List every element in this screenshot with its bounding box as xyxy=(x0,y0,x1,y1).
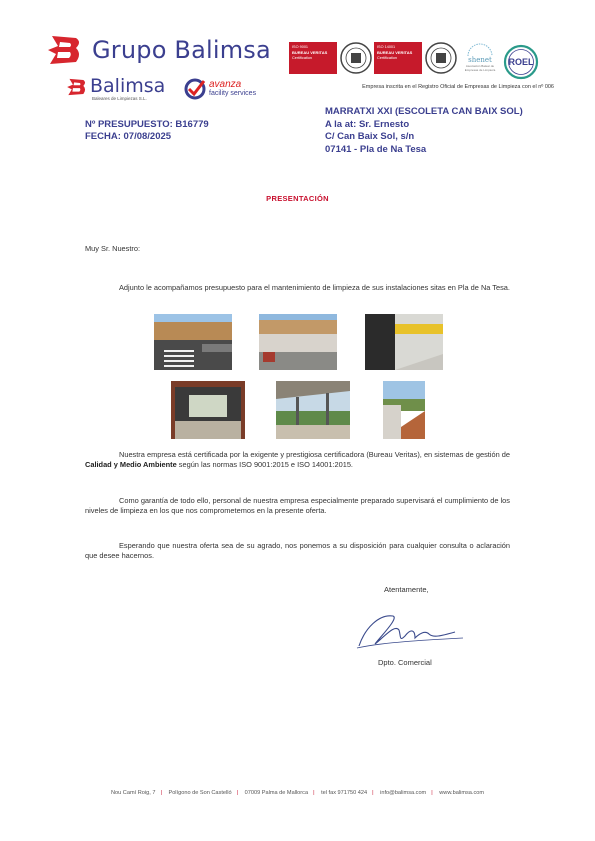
shenet-logo xyxy=(464,42,496,82)
budget-number: Nº PRESUPUESTO: B16779 xyxy=(85,119,209,130)
company-logo xyxy=(66,76,165,101)
partner-tagline: facility services xyxy=(209,90,257,97)
shenet-name: shenet xyxy=(468,56,492,64)
balimsa-b-small-icon xyxy=(66,76,88,98)
footer-email[interactable]: info@balimsa.com xyxy=(380,790,427,796)
budget-info xyxy=(85,119,209,143)
iso-9001-badge xyxy=(289,42,373,75)
roel-name: ROEL xyxy=(508,57,534,67)
footer-address: Nou Camí Roig, 7 xyxy=(110,790,156,796)
shenet-arc-icon xyxy=(464,42,496,56)
footer-area: Polígono de Son Castelló xyxy=(168,790,232,796)
paragraph-closing: Esperando que nuestra oferta sea de su agrado, nos ponemos a su disposición para cualquier consulta o aclaración que desee hacernos. xyxy=(85,541,510,560)
greeting: Muy Sr. Nuestro: xyxy=(85,244,141,253)
budget-date: FECHA: 07/08/2025 xyxy=(85,131,172,142)
client-name: MARRATXI XXI (ESCOLETA CAN BAIX SOL) xyxy=(325,106,523,117)
paragraph-certification xyxy=(85,450,510,470)
group-logo xyxy=(46,32,271,68)
client-street: C/ Can Baix Sol, s/n xyxy=(325,131,415,142)
cert1-body: BUREAU VERITAS xyxy=(292,50,328,55)
company-tagline: Baleares de Limpiezas S.L. xyxy=(92,96,147,101)
certification-text-end: según las normas ISO 9001:2015 e ISO 14001:2015. xyxy=(176,460,353,469)
bureau-veritas-seal-icon xyxy=(339,41,373,75)
signer-department: Dpto. Comercial xyxy=(378,658,432,667)
roel-logo xyxy=(503,44,539,80)
partner-name: avanza xyxy=(209,79,242,90)
client-attention: A la at: Sr. Ernesto xyxy=(325,118,410,130)
bureau-veritas-seal-icon xyxy=(424,41,458,75)
shenet-tagline: Asociación Balear de Empresas de Limpieza xyxy=(464,64,496,72)
paragraph-guarantee: Como garantía de todo ello, personal de nuestra empresa especialmente preparado supervisará el cumplimiento de los niveles de limpieza en los que nos comprometemos en la presente oferta. xyxy=(85,496,510,515)
facility-photo-porch xyxy=(276,381,350,439)
group-name: Grupo Balimsa xyxy=(92,36,271,64)
facility-photo-hall xyxy=(171,381,245,439)
company-name: Balimsa xyxy=(90,75,166,97)
cert2-body: BUREAU VERITAS xyxy=(377,50,413,55)
facility-photo-exterior xyxy=(259,314,337,370)
facility-photo-corridor xyxy=(365,314,443,370)
footer-web[interactable]: www.balimsa.com xyxy=(439,790,485,796)
partner-logo xyxy=(184,78,256,100)
paragraph-intro: Adjunto le acompañamos presupuesto para el mantenimiento de limpieza de sus instalaciones sitas en Pla de Na Tesa. xyxy=(119,283,510,292)
cert1-label: Certification xyxy=(292,56,313,60)
cert2-label: Certification xyxy=(377,56,398,60)
facility-photo-entrance xyxy=(154,314,232,370)
facility-photo-yard xyxy=(383,381,425,439)
registry-note: Empresa inscrita en el Registro Oficial de Empresas de Limpieza con el nº 006 xyxy=(362,84,554,90)
section-title: PRESENTACIÓN xyxy=(266,194,329,203)
cert1-code: ISO 9001 xyxy=(292,45,309,49)
footer: Nou Camí Roig, 7 | Polígono de Son Castelló | 07009 Palma de Mallorca | tel fax 971750 424 | info@balimsa.com | www.balimsa.com xyxy=(110,790,485,796)
client-address xyxy=(325,106,523,156)
footer-city: 07009 Palma de Mallorca xyxy=(244,790,309,796)
avanza-check-icon xyxy=(184,78,206,100)
footer-phone: tel fax 971750 424 xyxy=(321,790,368,796)
iso-14001-badge xyxy=(374,42,458,75)
closing-salutation: Atentamente, xyxy=(384,585,429,594)
certification-highlight: Calidad y Medio Ambiente xyxy=(85,460,177,469)
handwritten-signature xyxy=(355,606,465,654)
certification-text-start: Nuestra empresa está certificada por la exigente y prestigiosa certificadora (Bureau Veritas), en sistemas de gestión de xyxy=(119,450,510,459)
client-city: 07141 - Pla de Na Tesa xyxy=(325,143,427,155)
cert2-code: ISO 14001 xyxy=(377,45,396,49)
balimsa-b-logo-icon xyxy=(46,32,84,68)
